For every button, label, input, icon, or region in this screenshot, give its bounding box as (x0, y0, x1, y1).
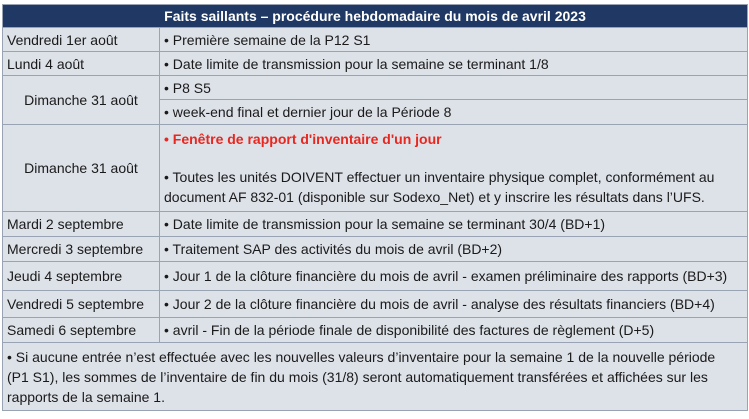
body-line: document AF 832-01 (disponible sur Sodexo_Net) et y inscrire les résultats dans l’UFS. (164, 189, 705, 205)
row-description: • Traitement SAP des activités du mois de avril (BD+2) (160, 237, 748, 262)
table-row (3, 291, 748, 318)
row-description: • Date limite de transmission pour la semaine se terminant 30/4 (BD+1) (160, 212, 748, 237)
table-row (3, 212, 748, 237)
row-date: Mercredi 3 septembre (3, 237, 160, 262)
row-description: • P8 S5 (160, 76, 748, 100)
row-description: • Jour 2 de la clôture financière du mois de avril - analyse des résultats financiers (BD+4) (160, 291, 748, 318)
row-description: • week-end final et dernier jour de la Période 8 (160, 100, 748, 125)
table-row (3, 318, 748, 343)
row-date: Dimanche 31 août (3, 76, 160, 125)
table-row (3, 262, 748, 291)
highlights-table (2, 4, 748, 411)
table-row (3, 28, 748, 52)
footer-line: • Si aucune entrée n’est effectuée avec les nouvelles valeurs d’inventaire pour la semaine 1 de la nouvelle période (7, 348, 716, 365)
row-date: Vendredi 1er août (3, 28, 160, 52)
row-description: • Première semaine de la P12 S1 (160, 28, 748, 52)
table-row (3, 237, 748, 262)
row-date: Jeudi 4 septembre (3, 262, 160, 291)
row-date: Samedi 6 septembre (3, 318, 160, 343)
table-row (3, 76, 748, 100)
footer-row (3, 343, 748, 411)
row-description: • avril - Fin de la période finale de disponibilité des factures de règlement (D+5) (160, 318, 748, 343)
highlight-text: • Fenêtre de rapport d'inventaire d'un jour (164, 131, 442, 147)
footer-note (3, 343, 748, 411)
row-description (160, 125, 748, 212)
spacer (164, 149, 743, 167)
table-row (3, 125, 748, 212)
footer-line: rapports de la semaine 1. (7, 388, 165, 405)
row-date: Vendredi 5 septembre (3, 291, 160, 318)
body-line: • Toutes les unités DOIVENT effectuer un inventaire physique complet, conformément au (164, 169, 715, 185)
row-description: • Date limite de transmission pour la semaine se terminant 1/8 (160, 52, 748, 76)
table-title: Faits saillants – procédure hebdomadaire du mois de avril 2023 (3, 5, 748, 28)
table-row (3, 52, 748, 76)
row-date: Mardi 2 septembre (3, 212, 160, 237)
row-description: • Jour 1 de la clôture financière du mois de avril - examen préliminaire des rapports (BD+3) (160, 262, 748, 291)
footer-line: (P1 S1), les sommes de l’inventaire de fin du mois (31/8) seront automatiquement transférées et affichées sur les (7, 368, 708, 385)
title-row (3, 5, 748, 28)
row-date: Lundi 4 août (3, 52, 160, 76)
row-date: Dimanche 31 août (3, 125, 160, 212)
